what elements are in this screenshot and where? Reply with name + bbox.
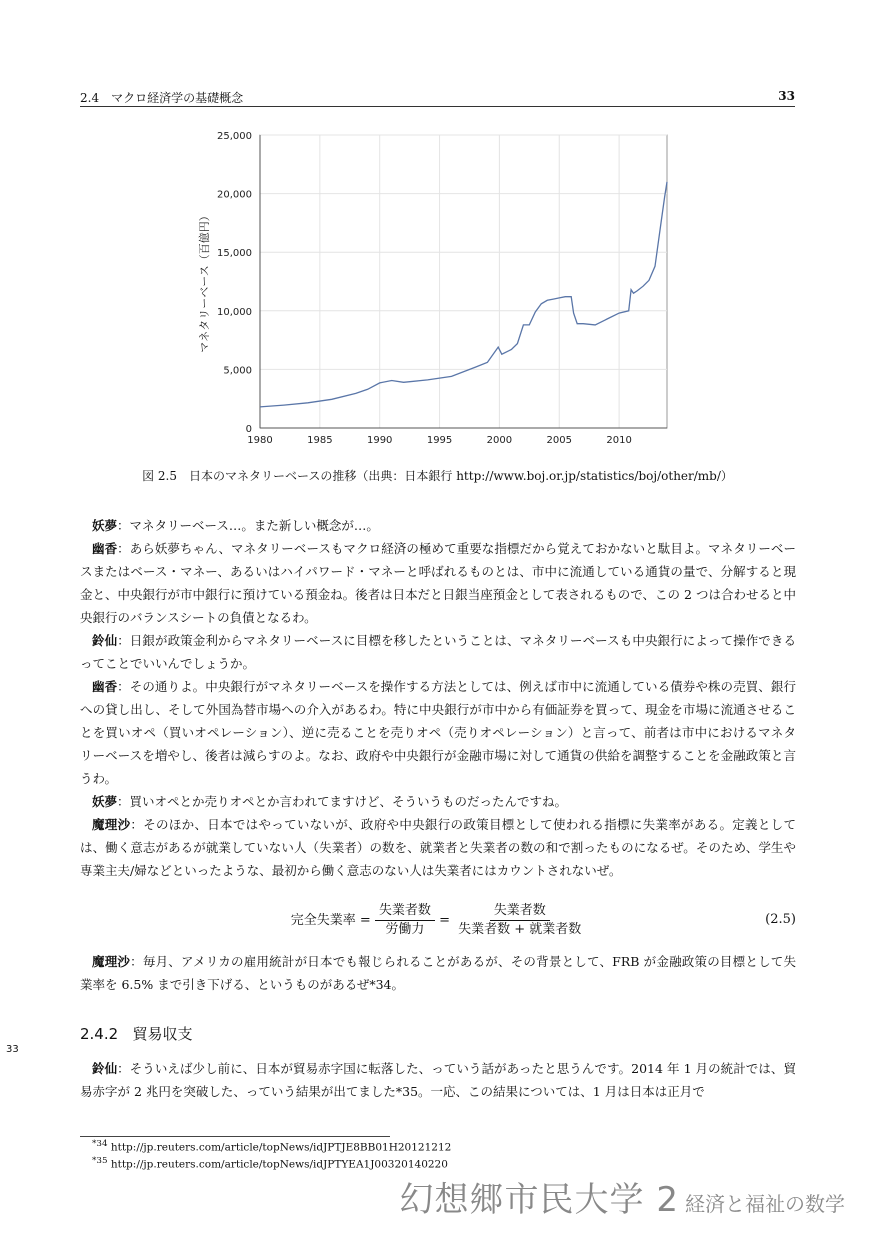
plot-frame <box>260 135 667 428</box>
footnote <box>92 1139 451 1154</box>
fraction-1-numerator: 失業者数 <box>375 902 435 921</box>
speaker: 魔理沙 <box>92 817 131 832</box>
speaker: 幽香 <box>92 679 118 694</box>
brand-subtitle: 経済と福祉の数学 <box>685 1192 845 1216</box>
figure-chart <box>190 118 680 453</box>
paragraph <box>80 813 796 882</box>
monetary-base-line-chart <box>190 118 680 453</box>
speaker: 鈴仙 <box>92 633 118 648</box>
paragraph <box>80 629 796 675</box>
header-page-number: 33 <box>778 89 795 103</box>
brand-title: 幻想郷市民大学 2 <box>399 1180 679 1220</box>
section-heading <box>80 1023 193 1044</box>
paragraph-text: ：マネタリーベース…。また新しい概念が…。 <box>117 518 379 533</box>
running-header <box>80 88 795 107</box>
fraction-2 <box>454 902 585 939</box>
speaker: 妖夢 <box>92 518 118 533</box>
paragraph <box>80 790 796 813</box>
x-tick-label: 2010 <box>606 435 632 446</box>
fraction-2-numerator: 失業者数 <box>490 902 550 921</box>
fraction-1 <box>375 902 435 939</box>
y-tick-label: 5,000 <box>223 365 252 377</box>
x-tick-label: 1995 <box>426 435 453 446</box>
footnote-link[interactable]: http://jp.reuters.com/article/topNews/idJPTJE8BB01H20121212 <box>110 1141 452 1154</box>
footnote <box>92 1156 448 1171</box>
paragraph-text: ：買いオペとか売りオペとか言われてますけど、そういうものだったんですね。 <box>117 794 568 809</box>
equation-unemployment-rate <box>80 902 796 946</box>
dialogue-block-2 <box>80 950 796 996</box>
y-tick-label: 15,000 <box>217 248 252 260</box>
x-tick-label: 1980 <box>247 435 273 446</box>
speaker: 幽香 <box>92 541 118 556</box>
y-axis-label: マネタリーベース（百億円） <box>198 210 211 353</box>
paragraph-text: ：あら妖夢ちゃん、マネタリーベースもマクロ経済の極めて重要な指標だから覚えておかないと駄目よ。マネタリーベースまたはベース・マネー、あるいはハイパワード・マネーと呼ばれるものとは、市中に流通している通貨の量で、分解すると現金と、中央銀行が市中銀行に預けている預金ね。後者は日本だと日銀当座預金として表されるもので、この 2 つは合わせると中央銀行のバランスシートの負債となるわ。 <box>80 541 796 625</box>
footnote-rule <box>80 1136 390 1137</box>
speaker: 魔理沙 <box>92 954 131 969</box>
paragraph <box>80 950 796 996</box>
x-tick-label: 2005 <box>546 435 572 446</box>
monetary-base-series-line <box>260 182 667 407</box>
equals-sign: = <box>439 913 450 928</box>
x-tick-label: 2000 <box>486 435 513 446</box>
equation-lhs: 完全失業率 <box>290 913 356 928</box>
paragraph-text: ：日銀が政策金利からマネタリーベースに目標を移したということは、マネタリーベースも中央銀行によって操作できるってことでいいんでしょうか。 <box>80 633 796 671</box>
y-tick-label: 25,000 <box>217 131 252 142</box>
dialogue-block-1 <box>80 514 796 882</box>
dialogue-block-3 <box>80 1057 796 1103</box>
y-tick-label: 0 <box>245 424 252 435</box>
section-number: 2.4.2 <box>80 1025 119 1043</box>
paragraph-text: ：そのほか、日本ではやっていないが、政府や中央銀行の政策目標として使われる指標に失業率がある。定義としては、働く意志があるが就業していない人（失業者）の数を、就業者と失業者の数の和で割ったものになるぜ。そのため、学生や専業主夫/婦などといったような、最初から働く意志のない人は失業者にはカウントされないぜ。 <box>80 817 796 878</box>
paragraph <box>80 1057 796 1103</box>
paragraph-text: ：その通りよ。中央銀行がマネタリーベースを操作する方法としては、例えば市中に流通している債券や株の売買、銀行への貸し出し、そして外国為替市場への介入があるわ。特に中央銀行が市中から有価証券を買って、現金を市場に流通させることを買いオペ（買いオペレーション）、逆に売ることを売りオペ（売りオペレーション）と言って、前者は市中におけるマネタリーベースを増やし、後者は減らすのよ。なお、政府や中央銀行が金融市場に対して通貨の供給を調整することを金融政策と言うわ。 <box>80 679 796 786</box>
y-tick-label: 20,000 <box>217 189 252 201</box>
speaker: 妖夢 <box>92 794 118 809</box>
fraction-2-denominator: 失業者数 + 就業者数 <box>458 922 582 937</box>
section-title: 貿易収支 <box>132 1025 193 1043</box>
figure-caption: 図 2.5 日本のマネタリーベースの推移（出典：日本銀行 http://www.boj.or.jp/statistics/boj/other/mb/） <box>142 469 733 483</box>
fraction-1-denominator: 労働力 <box>385 922 425 937</box>
footnote-mark: *35 <box>92 1156 108 1166</box>
header-section-title: 2.4 マクロ経済学の基礎概念 <box>80 91 244 105</box>
paragraph <box>80 537 796 629</box>
equation-number: (2.5) <box>765 912 796 927</box>
speaker: 鈴仙 <box>92 1061 118 1076</box>
margin-page-number: 33 <box>6 1044 19 1055</box>
paragraph <box>80 514 796 537</box>
y-tick-label: 10,000 <box>217 306 252 318</box>
equals-sign: = <box>359 913 371 928</box>
footnote-mark: *34 <box>92 1139 108 1149</box>
paragraph-text: ：そういえば少し前に、日本が貿易赤字国に転落した、っていう話があったと思うんです。2014 年 1 月の統計では、貿易赤字が 2 兆円を突破した、っていう結果が出てました*35。一応、この結果については、1 月は日本は正月で <box>80 1061 796 1099</box>
book-branding <box>400 1172 845 1221</box>
paragraph-text: ：毎月、アメリカの雇用統計が日本でも報じられることがあるが、その背景として、FRB が金融政策の目標として失業率を 6.5% まで引き下げる、というものがあるぜ*34。 <box>80 954 796 992</box>
paragraph <box>80 675 796 790</box>
footnote-link[interactable]: http://jp.reuters.com/article/topNews/idJPTYEA1J00320140220 <box>110 1158 448 1171</box>
x-tick-label: 1985 <box>307 435 333 446</box>
x-tick-label: 1990 <box>366 435 393 446</box>
